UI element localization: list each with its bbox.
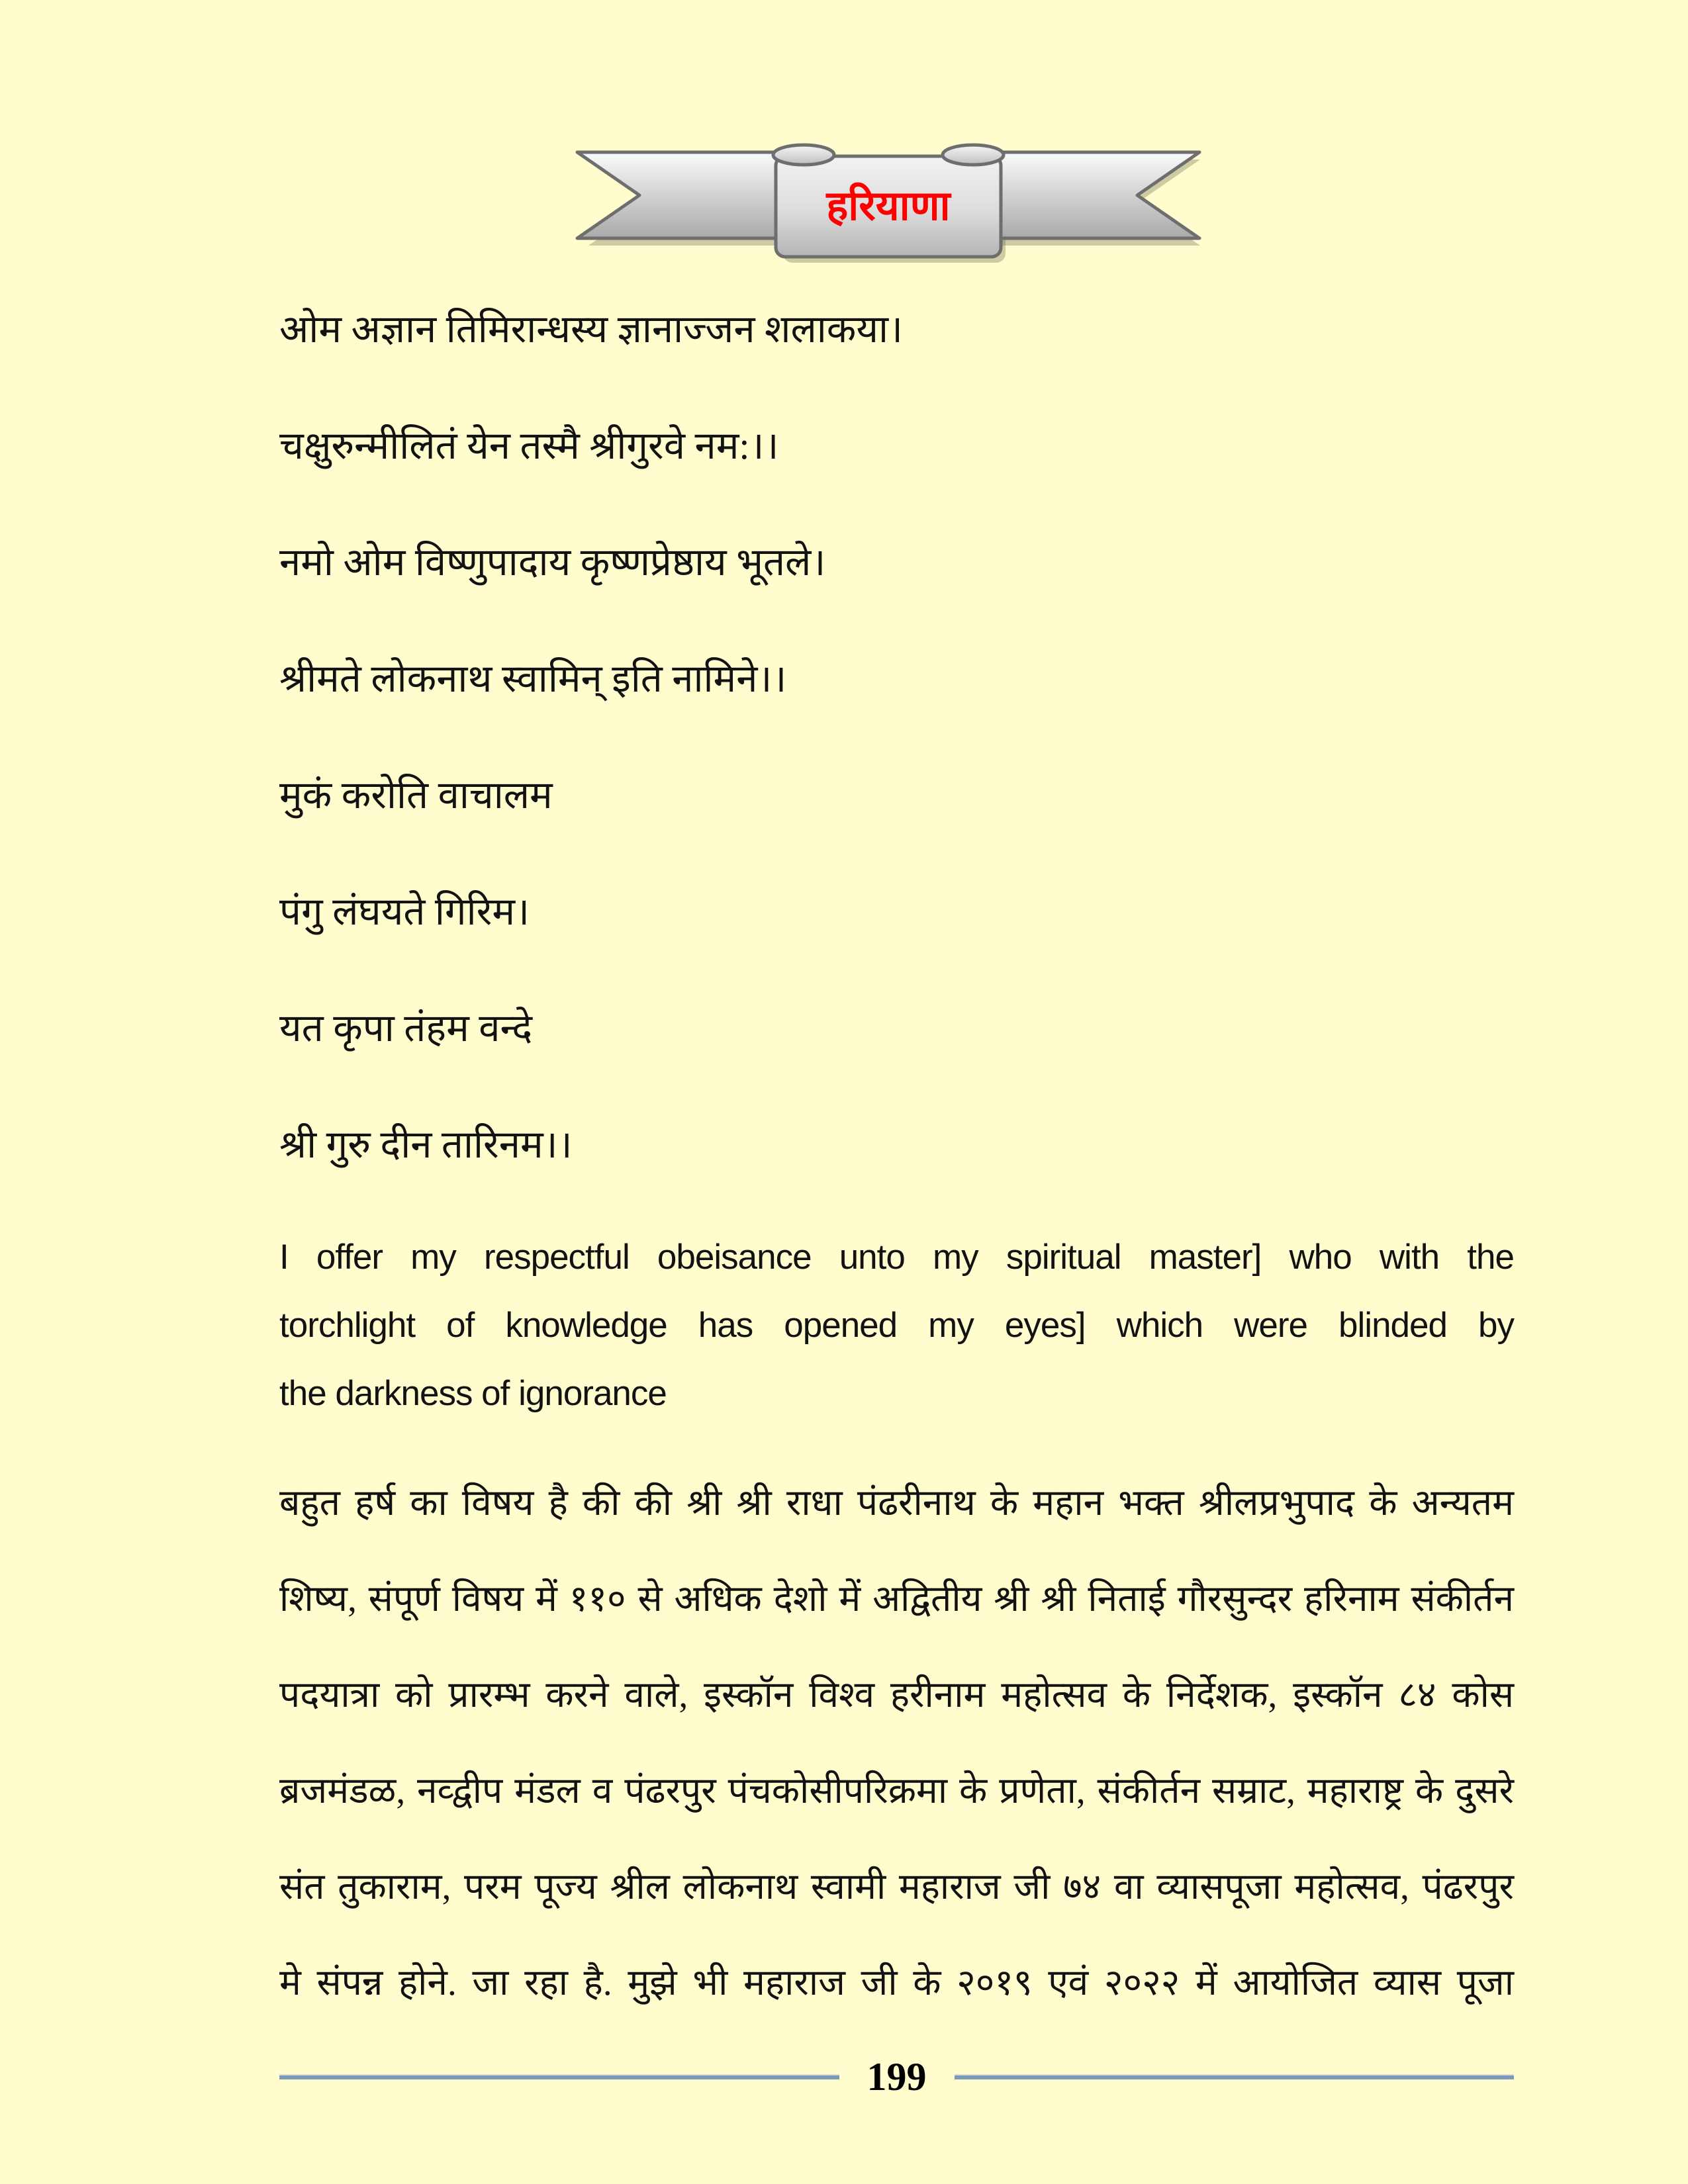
verse-line: पंगु लंघयते गिरिम। [279,890,530,933]
chapter-banner [571,127,1206,266]
ribbon-left-tail [577,152,793,238]
page-footer [279,2057,1514,2097]
invocation-verses [279,306,1514,1238]
verse-line: श्री गुरु दीन तारिनम।। [279,1123,573,1166]
verse-line: यत कृपा तंहम वन्दे [279,1007,533,1050]
banner-title: हरियाणा [826,184,951,229]
verse-line: नमो ओम विष्णुपादाय कृष्णप्रेष्ठाय भूतले। [279,541,826,584]
hindi-line: बहुत हर्ष का विषय है की की श्री श्री राधा पंढरीनाथ के महान भक्त श्रीलप्रभुपाद के अन्यतम [279,1482,1514,1523]
footer-rule-left [279,2074,839,2079]
verse-line: मुकं करोति वाचालम [279,774,553,817]
english-translation-paragraph [279,1223,1514,1428]
hindi-line: मे संपन्न होने. जा रहा है. मुझे भी महाराज जी के २०१९ एवं २०२२ में आयोजित व्यास पूजा [279,1962,1514,2003]
verse-line: ओम अज्ञान तिमिरान्धस्य ज्ञानाज्जन शलाकया। [279,308,903,351]
english-line: torchlight of knowledge has opened my eyes] which were blinded by [279,1306,1514,1345]
ribbon-banner-graphic [571,127,1206,266]
ribbon-left-roll [773,145,834,165]
hindi-line: ब्रजमंडळ, नव्द्वीप मंडल व पंढरपुर पंचकोसीपरिक्रमा के प्रणेता, संकीर्तन सम्राट, महाराष्ट्र के दुसरे [279,1770,1514,1811]
page-number: 199 [867,2055,927,2099]
ribbon-right-roll [943,145,1004,165]
verse-line: श्रीमते लोकनाथ स्वामिन् इति नामिने।। [279,657,787,700]
ribbon-right-tail [984,152,1199,238]
hindi-line: संत तुकाराम, परम पूज्य श्रील लोकनाथ स्वामी महाराज जी ७४ वा व्यासपूजा महोत्सव, पंढरपुर [279,1866,1514,1907]
hindi-line: पदयात्रा को प्रारम्भ करने वाले, इस्कॉन विश्व हरीनाम महोत्सव के निर्देशक, इस्कॉन ८४ कोस [279,1674,1514,1715]
hindi-body-paragraph [279,1455,1514,2030]
english-line: I offer my respectful obeisance unto my spiritual master] who with the [279,1238,1514,1277]
english-line: the darkness of ignorance [279,1374,667,1413]
hindi-line: शिष्य, संपूर्ण विषय में ११० से अधिक देशो में अद्वितीय श्री श्री निताई गौरसुन्दर हरिनाम संकीर्तन [279,1578,1514,1619]
footer-rule-right [955,2074,1515,2079]
verse-line: चक्षुरुन्मीलितं येन तस्मै श्रीगुरवे नम:।। [279,424,779,467]
